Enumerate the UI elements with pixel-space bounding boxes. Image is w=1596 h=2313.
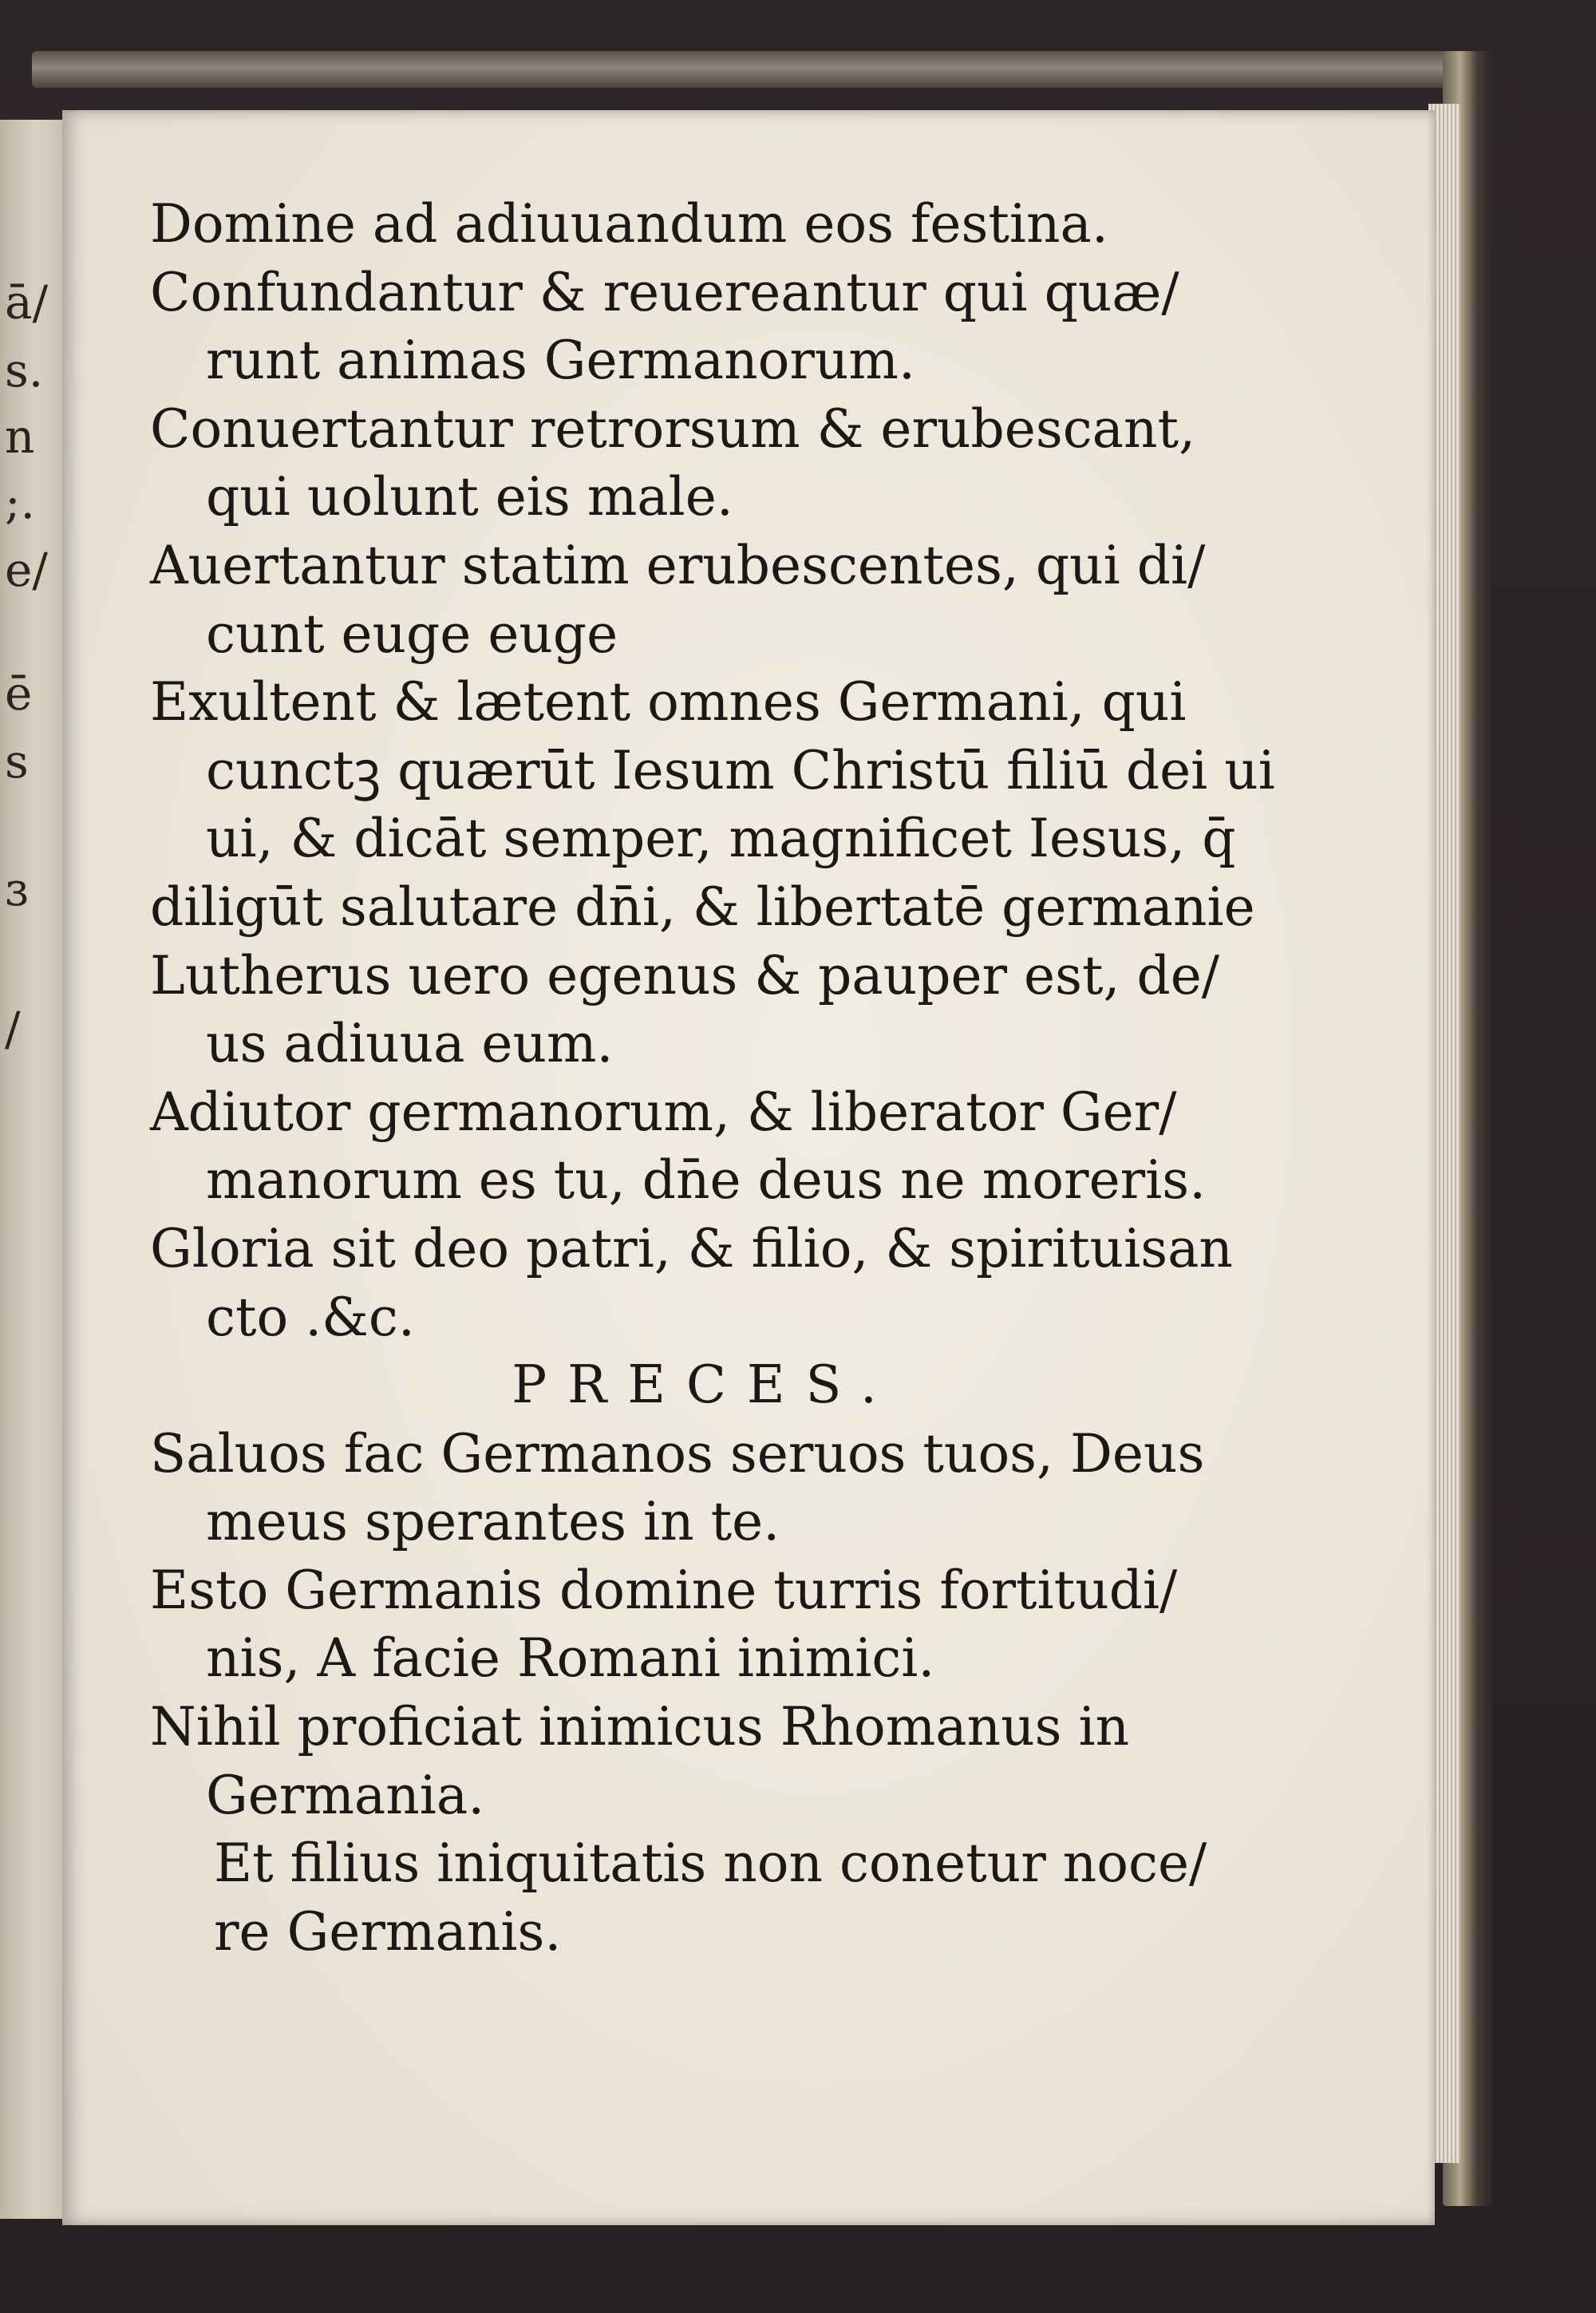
- text-line: Adiutor germanorum, & liberator Ger/: [150, 1081, 1177, 1143]
- left-page-fragment: ɜ: [5, 862, 29, 916]
- left-page-fragment: s: [5, 734, 29, 789]
- text-line: ui, & dicāt semper, magnificet Iesus, q̄: [206, 808, 1236, 870]
- text-line: Auertantur statim erubescentes, qui di/: [150, 534, 1206, 596]
- text-line: Germania.: [206, 1764, 485, 1826]
- left-page-fragment: /: [5, 1002, 21, 1056]
- book-cover-top-edge: [32, 51, 1492, 88]
- left-facing-page: [0, 120, 66, 2219]
- text-line: runt animas Germanorum.: [206, 330, 915, 392]
- text-line: Esto Germanis domine turris fortitudi/: [150, 1559, 1178, 1621]
- page-text-block: [150, 190, 1307, 1966]
- text-line: re Germanis.: [214, 1900, 562, 1963]
- text-line: Domine ad adiuuandum eos festina.: [150, 193, 1108, 255]
- section-heading: PRECES.: [512, 1354, 898, 1416]
- text-line: Et filius iniquitatis non conetur noce/: [214, 1833, 1207, 1895]
- left-page-fragment: ē: [5, 666, 33, 721]
- left-page-fragment: s.: [5, 343, 44, 397]
- left-page-fragment: e/: [5, 543, 48, 597]
- book-page: [62, 110, 1435, 2225]
- text-line: qui uolunt eis male.: [206, 466, 733, 528]
- text-line: manorum es tu, dn̄e deus ne moreris.: [206, 1149, 1207, 1212]
- text-line: Lutherus uero egenus & pauper est, de/: [150, 944, 1220, 1006]
- text-line: Saluos fac Germanos seruos tuos, Deus: [150, 1422, 1205, 1485]
- left-page-fragment: n: [5, 409, 35, 464]
- left-page-fragment: ā/: [5, 275, 49, 330]
- text-line: cunctꝫ quærūt Iesum Christū filiū dei ui: [206, 739, 1275, 801]
- text-line: Nihil proficiat inimicus Rhomanus in: [150, 1696, 1130, 1758]
- text-line: Conuertantur retrorsum & erubescant,: [150, 397, 1196, 460]
- left-page-fragment: ;.: [5, 475, 35, 529]
- text-line: nis, A facie Romani inimici.: [206, 1627, 935, 1690]
- text-line: Gloria sit deo patri, & filio, & spirituisan: [150, 1217, 1233, 1279]
- text-line: Exultent & lætent omnes Germani, qui: [150, 671, 1187, 733]
- text-line: meus sperantes in te.: [206, 1491, 780, 1553]
- text-line: cunt euge euge: [206, 603, 618, 665]
- text-line: Confundantur & reuereantur qui quæ/: [150, 261, 1179, 323]
- text-line: us adiuua eum.: [206, 1013, 614, 1075]
- text-line: cto .&c.: [206, 1286, 415, 1348]
- text-line: diligūt salutare dn̄i, & libertatē germanie: [150, 876, 1255, 938]
